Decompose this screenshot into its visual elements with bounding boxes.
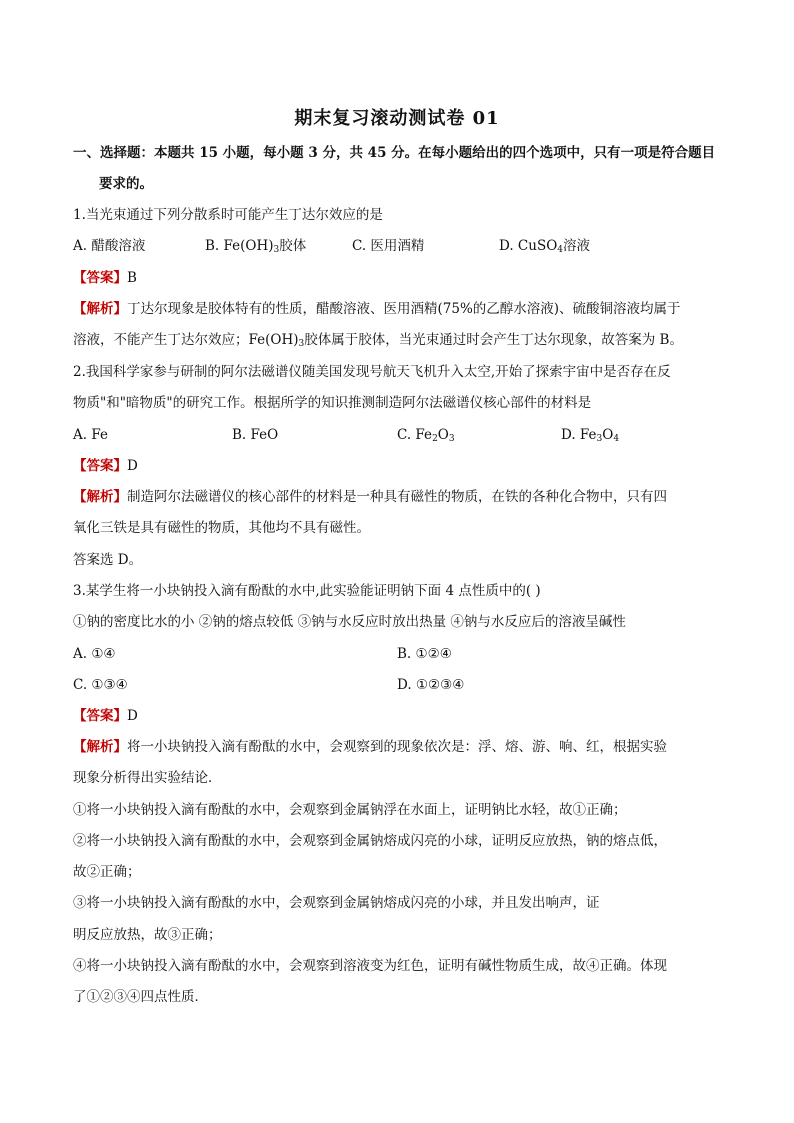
q3-option-b: B. ①②④ (397, 646, 452, 662)
q2-analysis-line1: 【解析】制造阿尔法磁谱仪的核心部件的材料是一种具有磁性的物质，在铁的各种化合物中，只有四 (73, 489, 667, 505)
q3-point-2-line2: 故②正确； (73, 864, 141, 880)
q2-conclusion: 答案选 D。 (73, 552, 143, 568)
q1-option-a: A. 醋酸溶液 (73, 238, 146, 254)
q3-analysis-line1: 【解析】将一小块钠投入滴有酚酞的水中，会观察到的现象依次是：浮、熔、游、响、红，根据实验 (73, 739, 667, 755)
section-heading-line2: 要求的。 (99, 176, 153, 192)
q2-option-c: C. $Fe_2O_3$ (397, 427, 455, 444)
q1-answer: 【答案】B (73, 270, 137, 286)
q2-option-b: B. FeO (232, 427, 279, 443)
q1-option-b: B. $Fe(OH)_3$胶体 (205, 238, 307, 255)
q3-properties: ①钠的密度比水的小 ②钠的熔点较低 ③钠与水反应时放出热量 ④钠与水反应后的溶液呈碱性 (73, 614, 626, 630)
q1-analysis-line2: 溶液，不能产生丁达尔效应；$Fe(OH)_3$胶体属于胶体，当光束通过时会产生丁达尔现象，故答案为 B。 (73, 332, 683, 349)
q2-stem-line2: 物质"和"暗物质"的研究工作。根据所学的知识推测制造阿尔法磁谱仪核心部件的材料是 (73, 395, 592, 411)
q3-option-d: D. ①②③④ (397, 677, 465, 693)
q3-option-c: C. ①③④ (73, 677, 128, 693)
q3-analysis-line2: 现象分析得出实验结论． (73, 770, 222, 786)
q3-point-4-line1: ④将一小块钠投入滴有酚酞的水中，会观察到溶液变为红色，证明有碱性物质生成，故④正确。体现 (73, 958, 667, 974)
q3-stem: 3.某学生将一小块钠投入滴有酚酞的水中,此实验能证明钠下面 4 点性质中的( ) (73, 583, 541, 599)
q2-option-a: A. Fe (73, 427, 108, 443)
page-title: 期末复习滚动测试卷 01 (294, 108, 500, 129)
q2-option-d: D. $Fe_3O_4$ (561, 427, 620, 444)
q1-option-c: C. 医用酒精 (352, 238, 425, 254)
q3-option-a: A. ①④ (73, 646, 116, 662)
q3-point-3-line1: ③将一小块钠投入滴有酚酞的水中，会观察到金属钠熔成闪亮的小球，并且发出响声，证 (73, 895, 600, 911)
q3-point-3-line2: 明反应放热，故③正确； (73, 927, 222, 943)
q2-analysis-line2: 氧化三铁是具有磁性的物质，其他均不具有磁性。 (73, 520, 370, 536)
q3-point-4-line2: 了①②③④四点性质． (73, 989, 208, 1005)
q3-answer: 【答案】D (73, 708, 138, 724)
q3-point-2-line1: ②将一小块钠投入滴有酚酞的水中，会观察到金属钠熔成闪亮的小球，证明反应放热，钠的熔点低， (73, 833, 667, 849)
section-heading-line1: 一、选择题：本题共 15 小题，每小题 3 分，共 45 分。在每小题给出的四个选项中，只有一项是符合题目 (73, 145, 716, 161)
q2-stem-line1: 2.我国科学家参与研制的阿尔法磁谱仪随美国发现号航天飞机升入太空,开始了探索宇宙中是否存在反 (73, 364, 671, 380)
q3-point-1: ①将一小块钠投入滴有酚酞的水中，会观察到金属钠浮在水面上，证明钠比水轻，故①正确； (73, 802, 627, 818)
q1-stem: 1.当光束通过下列分散系时可能产生丁达尔效应的是 (73, 207, 383, 223)
q1-analysis-line1: 【解析】丁达尔现象是胶体特有的性质，醋酸溶液、医用酒精(75%的乙醇水溶液)、硫酸铜溶液均属于 (73, 301, 681, 317)
q2-answer: 【答案】D (73, 458, 138, 474)
q1-option-d: D. CuSO$_4$溶液 (499, 238, 590, 255)
